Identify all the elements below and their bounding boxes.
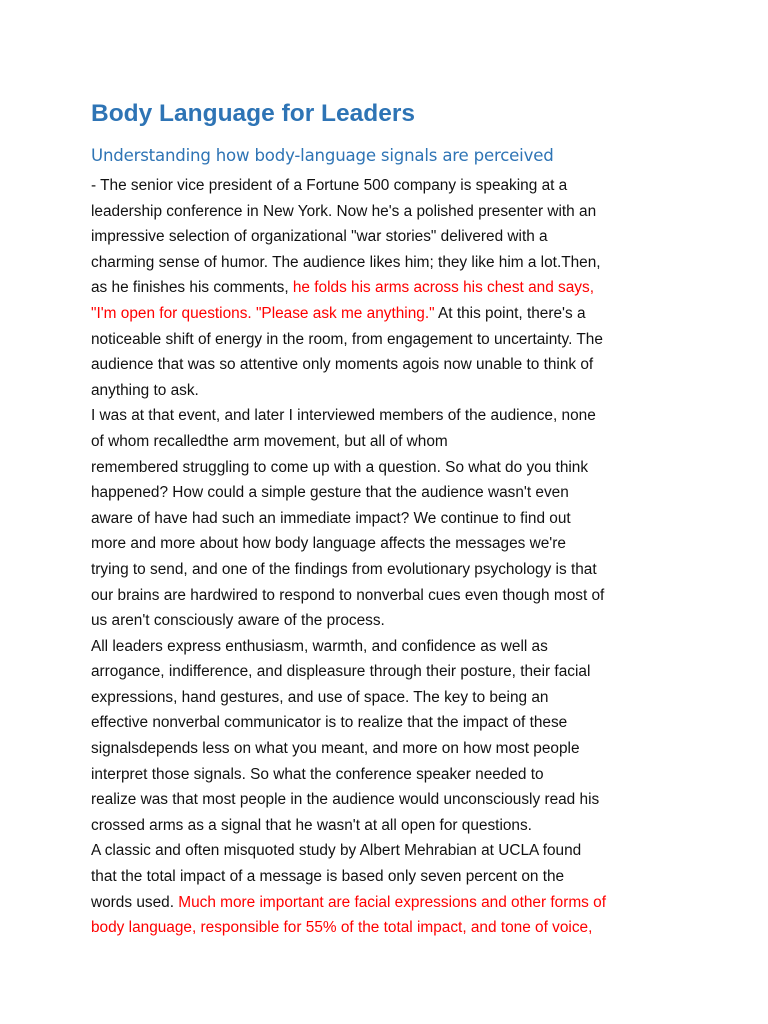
text-line — [91, 915, 691, 941]
highlighted-text: body language, responsible for 55% of the total impact, and tone of voice, — [91, 919, 593, 937]
text-line — [91, 685, 691, 711]
body-text-segment: as he finishes his comments, — [91, 279, 293, 297]
body-text-segment: At this point, there's a — [434, 304, 586, 322]
body-text-segment: - The senior vice president of a Fortune 500 company is speaking at a — [91, 177, 568, 194]
text-line — [91, 199, 691, 225]
text-line — [91, 455, 691, 481]
text-line — [91, 275, 691, 301]
highlighted-text: "I'm open for questions. "Please ask me anything." — [91, 304, 435, 322]
body-text-segment: effective nonverbal communicator is to realize that the impact of these — [91, 714, 568, 732]
text-line — [91, 736, 691, 762]
text-line — [91, 608, 691, 634]
text-line — [91, 659, 691, 685]
text-line — [91, 403, 691, 429]
body-text-segment: crossed arms as a signal that he wasn't at all open for questions. — [91, 816, 532, 834]
body-text-segment: our brains are hardwired to respond to nonverbal cues even though most of — [91, 586, 605, 604]
body-text-segment: of whom recalledthe arm movement, but all of whom — [91, 432, 448, 450]
text-line — [91, 813, 691, 839]
body-text-segment: aware of have had such an immediate impact? We continue to find out — [91, 509, 571, 527]
body-text-segment: noticeable shift of energy in the room, from engagement to uncertainty. The — [91, 330, 603, 348]
text-line — [91, 531, 691, 557]
body-text — [91, 173, 691, 941]
text-line — [91, 762, 691, 788]
highlighted-text: he folds his arms across his chest and says, — [292, 279, 594, 297]
text-line — [91, 173, 691, 199]
body-text-segment: audience that was so attentive only moments agois now unable to think of — [91, 356, 594, 374]
text-line — [91, 224, 691, 250]
text-line — [91, 557, 691, 583]
text-line — [91, 890, 691, 916]
body-text-segment: leadership conference in New York. Now he's a polished presenter with an — [91, 202, 597, 220]
body-text-segment: trying to send, and one of the findings from evolutionary psychology is that — [91, 560, 597, 578]
text-line — [91, 429, 691, 455]
body-text-segment: charming sense of humor. The audience likes him; they like him a lot.Then, — [91, 253, 601, 271]
body-text-segment: us aren't consciously aware of the process. — [91, 612, 385, 630]
body-text-segment: remembered struggling to come up with a question. So what do you think — [91, 458, 589, 476]
body-text-segment: All leaders express enthusiasm, warmth, and confidence as well as — [91, 637, 548, 655]
body-text-segment: signalsdepends less on what you meant, and more on how most people — [91, 740, 580, 758]
body-text-segment: expressions, hand gestures, and use of space. The key to being an — [91, 688, 549, 706]
body-text-segment: happened? How could a simple gesture that the audience wasn't even — [91, 484, 569, 502]
text-line — [91, 710, 691, 736]
body-text-segment: more and more about how body language affects the messages we're — [91, 535, 566, 553]
page-subtitle: Understanding how body-language signals are perceived — [91, 146, 554, 165]
body-text-segment: A classic and often misquoted study by Albert Mehrabian at UCLA found — [91, 842, 582, 860]
page-title: Body Language for Leaders — [91, 100, 416, 127]
text-line — [91, 352, 691, 378]
body-text-segment: impressive selection of organizational "war stories" delivered with a — [91, 228, 548, 246]
text-line — [91, 480, 691, 506]
text-line — [91, 327, 691, 353]
body-text-segment: I was at that event, and later I interviewed members of the audience, none — [91, 407, 596, 425]
body-text-segment: that the total impact of a message is based only seven percent on the — [91, 868, 565, 886]
text-line — [91, 838, 691, 864]
text-line — [91, 634, 691, 660]
text-line — [91, 301, 691, 327]
body-text-segment: arrogance, indifference, and displeasure through their posture, their facial — [91, 663, 591, 681]
body-text-segment: interpret those signals. So what the conference speaker needed to — [91, 765, 544, 783]
text-line — [91, 583, 691, 609]
body-text-segment: anything to ask. — [91, 381, 199, 399]
text-line — [91, 787, 691, 813]
text-line — [91, 250, 691, 276]
text-line — [91, 864, 691, 890]
body-text-segment: realize was that most people in the audience would unconsciously read his — [91, 791, 600, 809]
body-text-segment: words used. — [91, 893, 179, 911]
text-line — [91, 378, 691, 404]
highlighted-text: Much more important are facial expressions and other forms of — [178, 893, 606, 911]
text-line — [91, 506, 691, 532]
